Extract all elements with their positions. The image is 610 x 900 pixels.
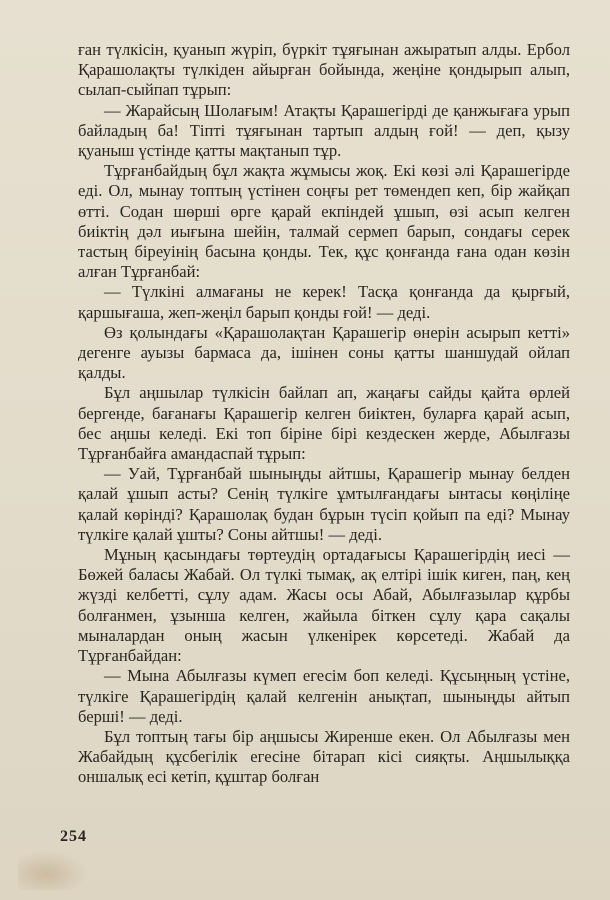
paragraph: — Уай, Тұрғанбай шыныңды айтшы, Қарашегір мынау белден қалай ұшып асты? Сенің түлкіге ұмтылғандағы ынтасы көңіліңе қалай көрінді? Қарашолақ будан бұрын түсіп қойып па еді? Мынау түлкіге қалай ұшты? Соны айтшы! — деді.: [78, 464, 570, 544]
page-number: 254: [60, 828, 87, 845]
paragraph: ған түлкісін, қуанып жүріп, бүркіт тұяғынан ажыратып алды. Ербол Қарашолақты түлкіден айырған бойында, жеңіне қондырып алып, сылап-сыйпап тұрып:: [78, 40, 570, 100]
paragraph: — Түлкіні алмағаны не керек! Тасқа қонғанда да қырғый, қаршығаша, жеп-жеңіл барып қонды ғой! — деді.: [78, 282, 570, 322]
paragraph: Мұның қасындағы төртеудің ортадағысы Қарашегірдің иесі — Бөжей баласы Жабай. Ол түлкі тымақ, ақ елтірі ішік киген, паң, кең жүзді келбетті, сұлу адам. Жасы осы Абай, Абылғазылар құрбы болғанмен, ұзынша келген, жайыла біткен сұлу қара сақалы мыналардан оның жасын үлкенірек көрсетеді. Жабай да Тұрғанбайдан:: [78, 545, 570, 666]
paragraph: — Жарайсың Шолағым! Атақты Қарашегірді де қанжығаға урып байладың ба! Тіпті тұяғынан тартып алдың ғой! — деп, қызу қуаныш үстінде қатты мақтанып тұр.: [78, 100, 570, 161]
paragraph: Бұл топтың тағы бір аңшысы Жиренше екен. Ол Абылғазы мен Жабайдың құсбегілік егесіне бітарап кісі сияқты. Аңшылыққа оншалық есі кетіп, құштар болған: [78, 726, 570, 787]
body-text: [78, 40, 570, 788]
paper-stain: [18, 850, 88, 890]
paragraph: Бұл аңшылар түлкісін байлап ап, жаңағы сайды қайта өрлей бергенде, бағанағы Қарашегір келген биіктен, буларға қарай асып, бес аңшы келеді. Екі топ біріне бірі кездескен жерде, Абылғазы Тұрғанбайға амандаспай тұрып:: [78, 383, 570, 464]
paragraph: Өз қолындағы «Қарашолақтан Қарашегір өнерін асырып кетті» дегенге ауызы бармаса да, ішінен соны қатты шаншудай ойлап қалды.: [78, 322, 570, 383]
paragraph: — Мына Абылғазы күмеп егесім боп келеді. Құсыңның үстіне, түлкіге Қарашегірдің қалай келгенін анықтап, шыныңды айтып берші! — деді.: [78, 666, 570, 726]
paragraph: Тұрғанбайдың бұл жақта жұмысы жоқ. Екі көзі әлі Қарашегірде еді. Ол, мынау топтың үстінен соңғы рет төмендеп кеп, бір жайқап өтті. Содан шөрші өрге қарай екпіндей ұшып, өзі асып келген биіктің дәл иығына шейін, талмай сермеп барып, сондағы серек тастың біреуінің басына қонды. Тек, құс қонғанда ғана одан көзін алған Тұрғанбай:: [78, 161, 570, 282]
